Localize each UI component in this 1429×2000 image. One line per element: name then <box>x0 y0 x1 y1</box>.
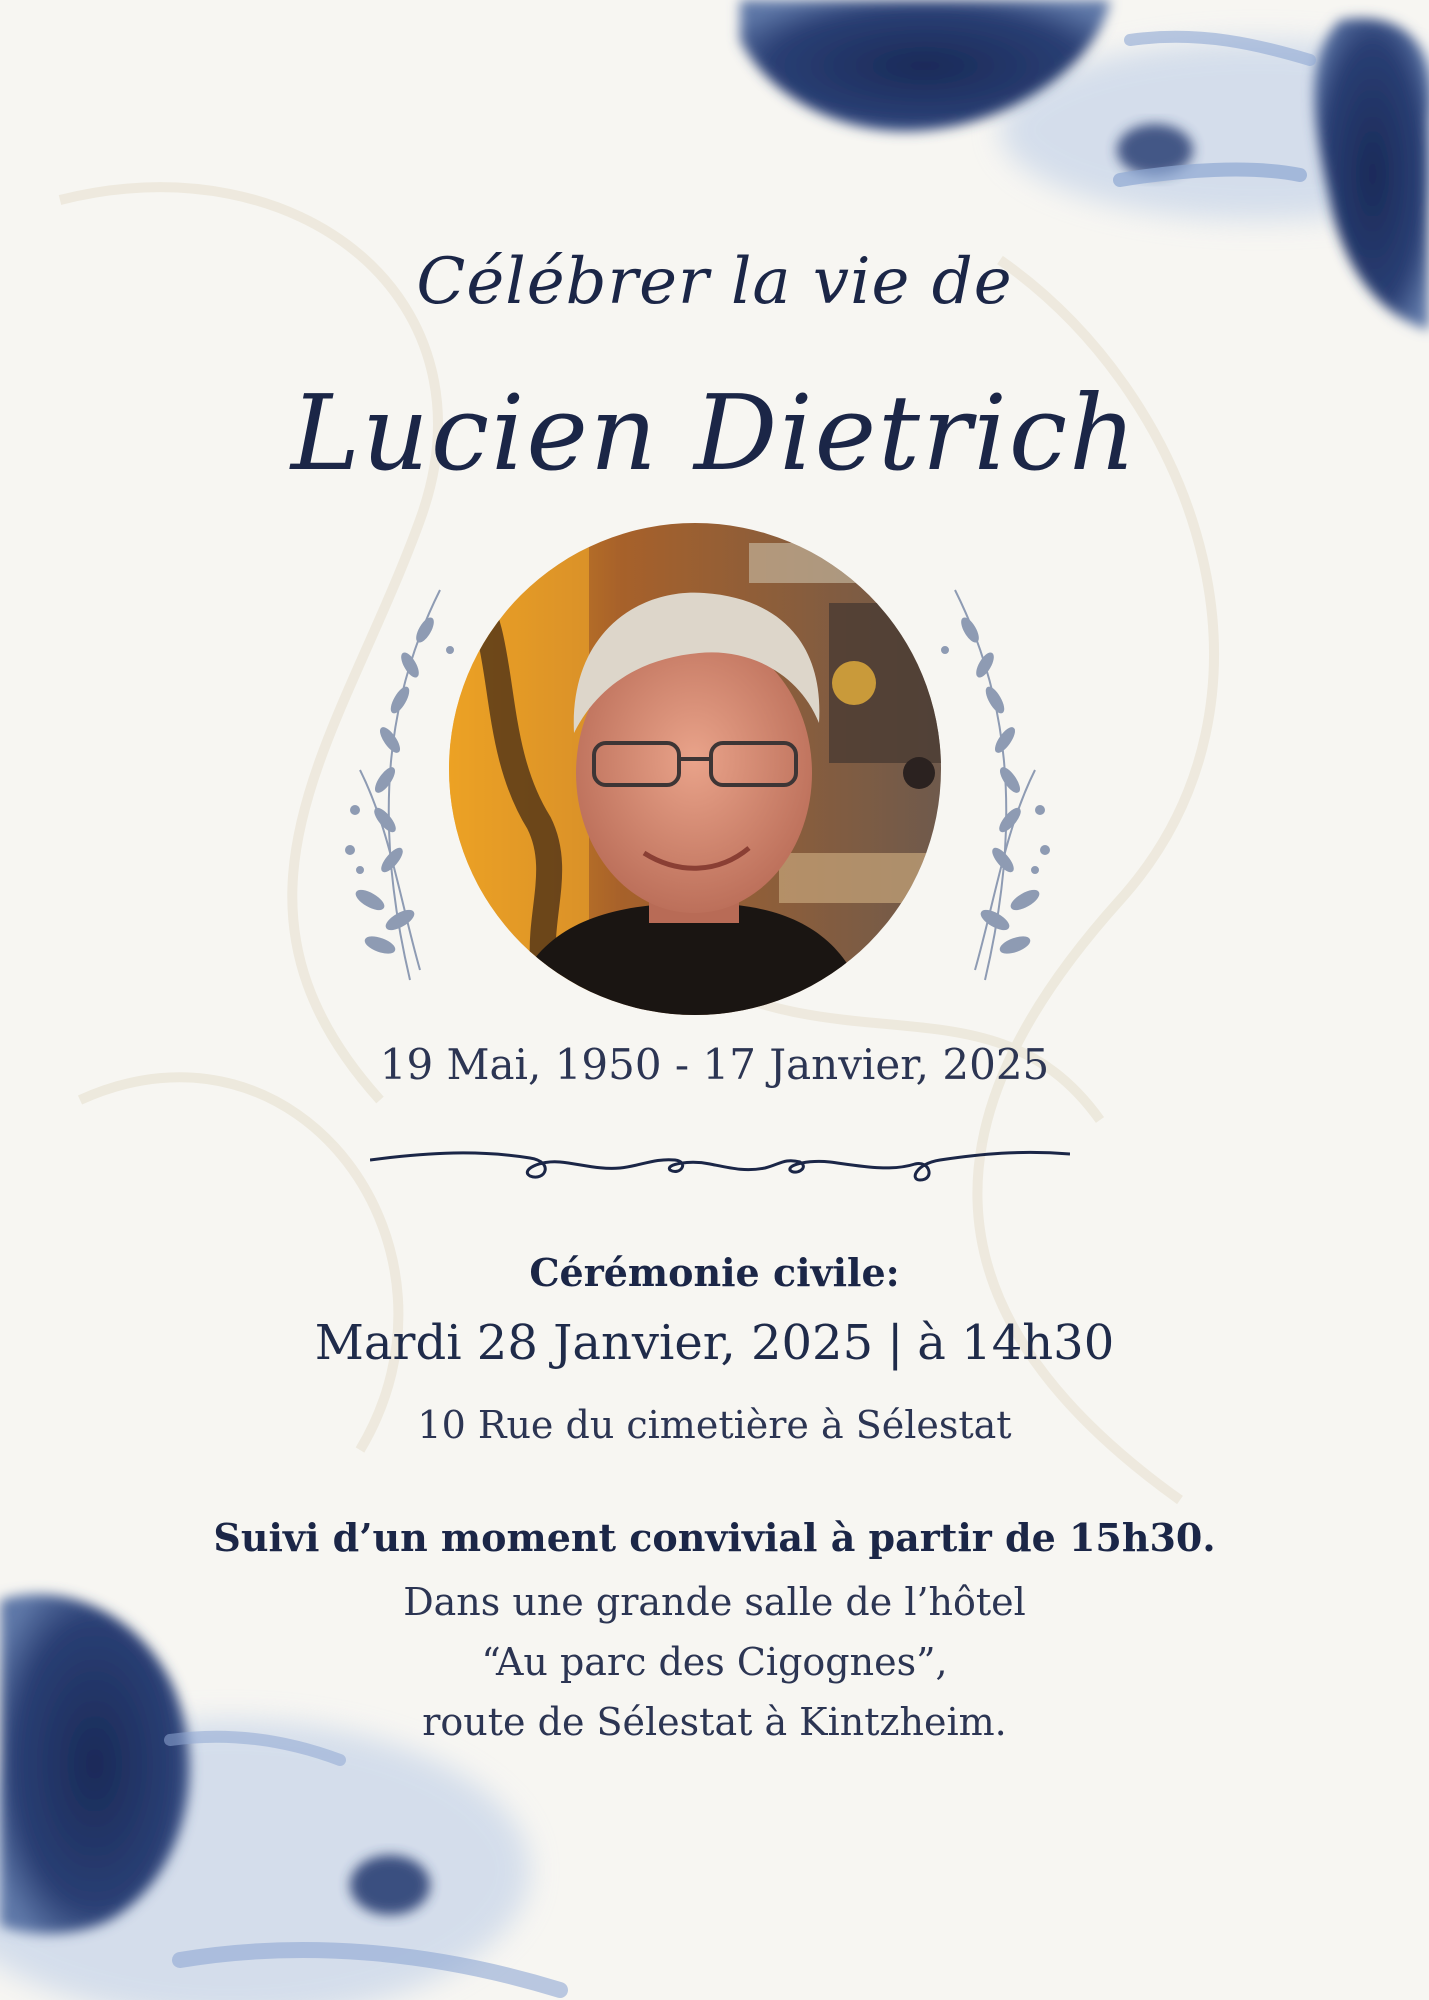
ceremony-datetime <box>0 1315 1429 1371</box>
ceremony-heading: Cérémonie civile: <box>529 1250 900 1295</box>
laurel-right-icon <box>925 570 1065 990</box>
reception-line-2: “Au parc des Cigognes”, <box>481 1640 948 1684</box>
life-dates: 19 Mai, 1950 - 17 Janvier, 2025 <box>379 1040 1050 1089</box>
title-line: Célébrer la vie de <box>416 245 1013 319</box>
ornamental-divider-icon <box>370 1140 1070 1200</box>
ceremony-separator: | <box>887 1315 904 1371</box>
deceased-name: Lucien Dietrich <box>290 372 1139 494</box>
ceremony-time: à 14h30 <box>917 1315 1115 1371</box>
reception-line-1: Dans une grande salle de l’hôtel <box>403 1580 1026 1624</box>
reception-heading: Suivi d’un moment convivial à partir de 15h30. <box>213 1515 1216 1560</box>
portrait-photo <box>449 523 941 1015</box>
reception-line-3: route de Sélestat à Kintzheim. <box>422 1700 1007 1744</box>
ceremony-address: 10 Rue du cimetière à Sélestat <box>417 1403 1012 1447</box>
ceremony-date: Mardi 28 Janvier, 2025 <box>314 1315 874 1371</box>
